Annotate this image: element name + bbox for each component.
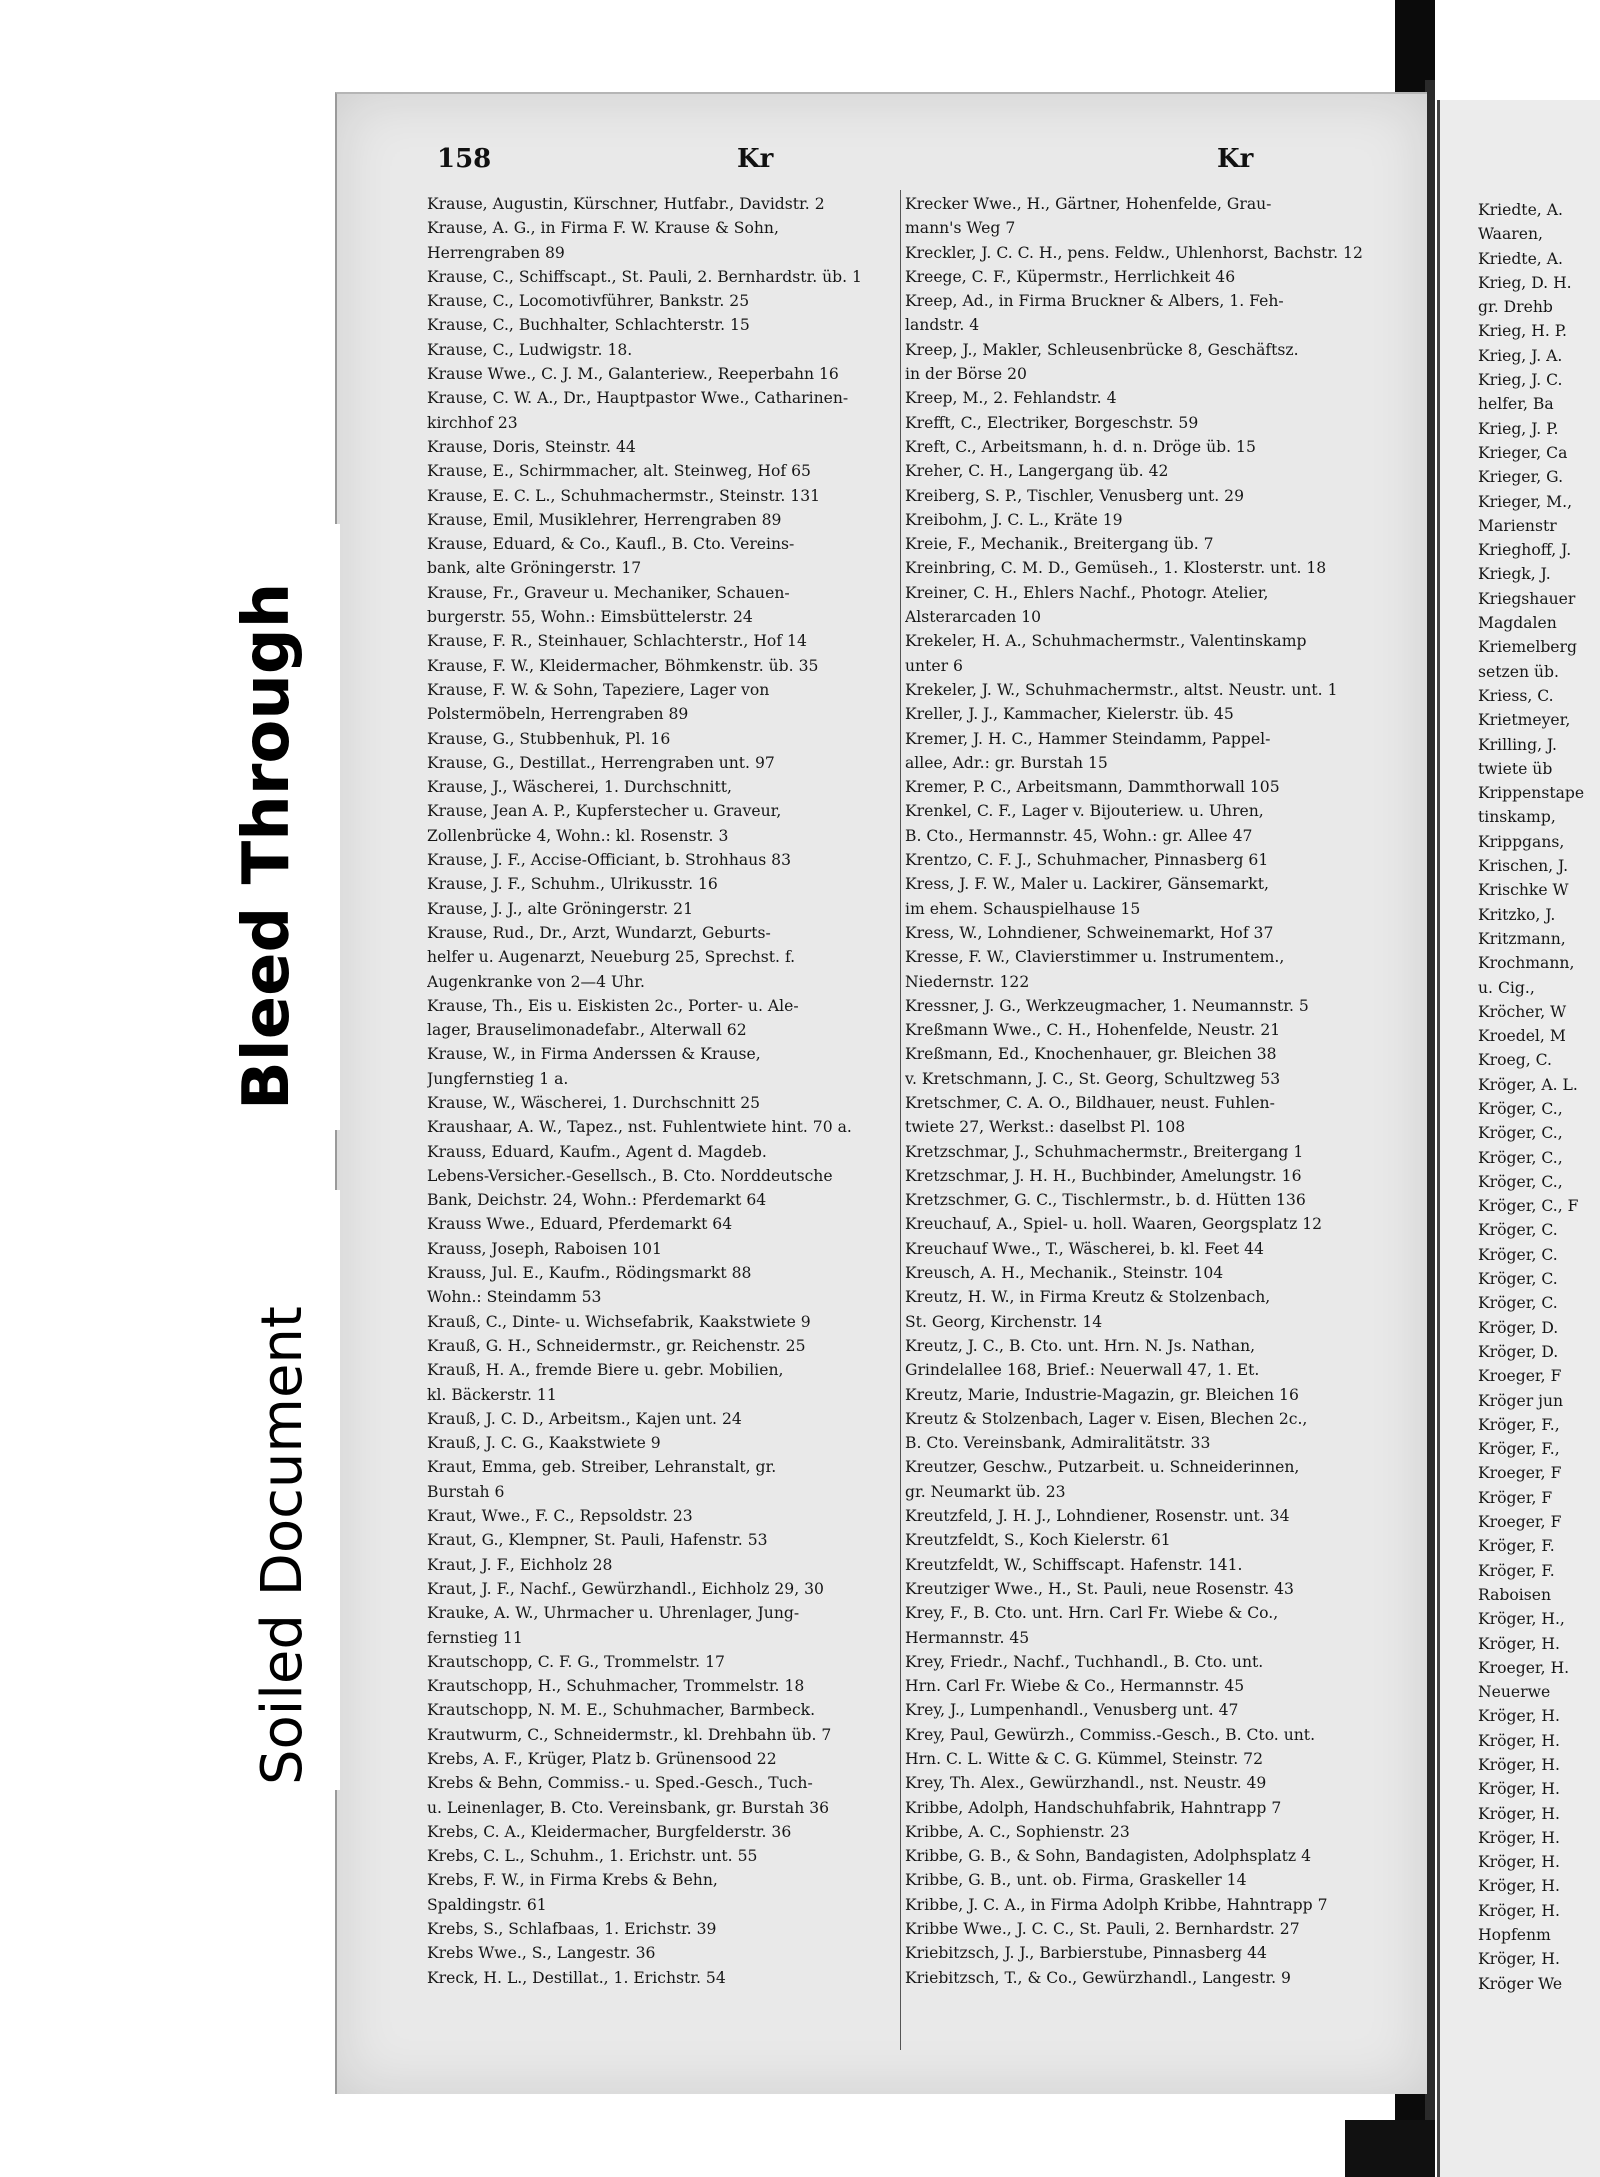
directory-entry: Kröger, H., bbox=[1478, 1610, 1565, 1629]
directory-entry: Krauß, H. A., fremde Biere u. gebr. Mobilien, bbox=[427, 1361, 784, 1380]
directory-entry: Kröger, H. bbox=[1478, 1853, 1560, 1872]
directory-entry: Krause, G., Destillat., Herrengraben unt. 97 bbox=[427, 753, 775, 772]
directory-entry: Krecker Wwe., H., Gärtner, Hohenfelde, Grau- bbox=[905, 195, 1272, 213]
directory-entry: Krischen, J. bbox=[1478, 857, 1569, 876]
directory-entry: Krey, J., Lumpenhandl., Venusberg unt. 47 bbox=[905, 1701, 1239, 1720]
directory-entry: Kraut, J. F., Eichholz 28 bbox=[427, 1555, 613, 1574]
directory-entry: Kreßmann Wwe., C. H., Hohenfelde, Neustr. 21 bbox=[905, 1021, 1281, 1040]
directory-entry: Kreiberg, S. P., Tischler, Venusberg unt. 29 bbox=[905, 486, 1245, 505]
directory-entry: Krauß, G. H., Schneidermstr., gr. Reichenstr. 25 bbox=[427, 1336, 806, 1355]
directory-entry: Kribbe Wwe., J. C. C., St. Pauli, 2. Bernhardstr. 27 bbox=[905, 1920, 1300, 1939]
directory-entry: Kröger, H. bbox=[1478, 1731, 1560, 1750]
directory-entry: Krieg, D. H. bbox=[1478, 273, 1572, 292]
directory-entry: Herrengraben 89 bbox=[427, 243, 565, 262]
directory-entry: Krey, Paul, Gewürzh., Commiss.-Gesch., B. Cto. unt. bbox=[905, 1725, 1316, 1744]
directory-entry: Krause, Augustin, Kürschner, Hutfabr., Davidstr. 2 bbox=[427, 195, 825, 213]
directory-entry: Krebs, C. L., Schuhm., 1. Erichstr. unt. 55 bbox=[427, 1847, 758, 1866]
directory-entry: Kröger, F bbox=[1478, 1488, 1553, 1507]
directory-entry: Krieghoff, J. bbox=[1478, 541, 1572, 560]
directory-entry: Kröger, A. L. bbox=[1478, 1075, 1578, 1094]
directory-entry: Kröger, F. bbox=[1478, 1537, 1555, 1556]
directory-entry: Kröger, F. bbox=[1478, 1561, 1555, 1580]
directory-entry: Kribbe, G. B., & Sohn, Bandagisten, Adolphsplatz 4 bbox=[905, 1847, 1312, 1866]
directory-entry: Krey, Th. Alex., Gewürzhandl., nst. Neustr. 49 bbox=[905, 1774, 1267, 1793]
directory-entry: Kreuchauf Wwe., T., Wäscherei, b. kl. Feet 44 bbox=[905, 1239, 1264, 1258]
directory-entry: Krause, J. F., Schuhm., Ulrikusstr. 16 bbox=[427, 875, 718, 894]
directory-entry: Kröger, H. bbox=[1478, 1707, 1560, 1726]
directory-entry: Kröger, H. bbox=[1478, 1877, 1560, 1896]
directory-entry: Krause, E., Schirmmacher, alt. Steinweg, Hof 65 bbox=[427, 462, 811, 481]
directory-entry: Krause, C., Buchhalter, Schlachterstr. 15 bbox=[427, 316, 750, 335]
directory-entry: Kriegshauer bbox=[1478, 589, 1576, 608]
directory-entry: Kremer, J. H. C., Hammer Steindamm, Pappel- bbox=[905, 729, 1271, 748]
directory-entry: Kröger, H. bbox=[1478, 1756, 1560, 1774]
directory-entry: burgerstr. 55, Wohn.: Eimsbüttelerstr. 24 bbox=[427, 608, 753, 627]
directory-entry: Krause, F. R., Steinhauer, Schlachterstr., Hof 14 bbox=[427, 632, 807, 651]
directory-entry: Krieg, J. P. bbox=[1478, 419, 1559, 438]
running-head-left: Kr bbox=[737, 144, 774, 174]
directory-entry: tinskamp, bbox=[1478, 808, 1556, 827]
directory-entry: Krieg, J. C. bbox=[1478, 371, 1563, 390]
directory-entry: helfer u. Augenarzt, Neueburg 25, Sprechst. f. bbox=[427, 948, 796, 967]
directory-entry: Krause, A. G., in Firma F. W. Krause & Sohn, bbox=[427, 219, 779, 238]
directory-entry: Krauss, Eduard, Kaufm., Agent d. Magdeb. bbox=[427, 1142, 767, 1161]
directory-entry: Kreibohm, J. C. L., Kräte 19 bbox=[905, 510, 1123, 529]
directory-entry: kirchhof 23 bbox=[427, 413, 518, 432]
directory-entry: Kraut, Wwe., F. C., Repsoldstr. 23 bbox=[427, 1507, 693, 1526]
directory-entry: Krefft, C., Electriker, Borgeschstr. 59 bbox=[905, 413, 1199, 432]
directory-entry: Krauke, A. W., Uhrmacher u. Uhrenlager, Jung- bbox=[427, 1604, 800, 1623]
directory-entry: Krause, Eduard, & Co., Kaufl., B. Cto. Vereins- bbox=[427, 535, 795, 554]
directory-entry: Polstermöbeln, Herrengraben 89 bbox=[427, 705, 689, 724]
directory-page bbox=[335, 92, 1427, 2094]
directory-entry: Alsterarcaden 10 bbox=[905, 608, 1042, 627]
directory-entry: Krebs, C. A., Kleidermacher, Burgfelderstr. 36 bbox=[427, 1822, 792, 1841]
directory-entry: Marienstr bbox=[1478, 516, 1557, 535]
directory-entry: Kröger, C., F bbox=[1478, 1197, 1579, 1216]
directory-entry: Krieg, J. A. bbox=[1478, 346, 1563, 365]
directory-entry: Kretzschmar, J., Schuhmachermstr., Breitergang 1 bbox=[905, 1142, 1304, 1161]
directory-entry: u. Cig., bbox=[1478, 978, 1535, 997]
directory-entry: Krauß, J. C. D., Arbeitsm., Kajen unt. 24 bbox=[427, 1409, 742, 1428]
directory-entry: Kreckler, J. C. C. H., pens. Feldw., Uhlenhorst, Bachstr. 12 bbox=[905, 243, 1363, 262]
directory-entry: Krause, J., Wäscherei, 1. Durchschnitt, bbox=[427, 778, 732, 797]
directory-entry: Krey, F., B. Cto. unt. Hrn. Carl Fr. Wiebe & Co., bbox=[905, 1604, 1279, 1623]
directory-entry: in der Börse 20 bbox=[905, 365, 1027, 384]
directory-entry: Kraut, J. F., Nachf., Gewürzhandl., Eichholz 29, 30 bbox=[427, 1579, 824, 1598]
directory-entry: Krebs & Behn, Commiss.- u. Sped.-Gesch., Tuch- bbox=[427, 1774, 813, 1793]
directory-entry: Krause, Jean A. P., Kupferstecher u. Graveur, bbox=[427, 802, 782, 821]
directory-entry: Kreutz, Marie, Industrie-Magazin, gr. Bleichen 16 bbox=[905, 1385, 1299, 1404]
directory-entry: Krekeler, J. W., Schuhmachermstr., altst. Neustr. unt. 1 bbox=[905, 680, 1338, 699]
black-corner bbox=[1345, 2120, 1435, 2177]
directory-entry: Kriebitzsch, T., & Co., Gewürzhandl., Langestr. 9 bbox=[905, 1968, 1291, 1987]
left-column bbox=[427, 192, 932, 1990]
directory-entry: Kremer, P. C., Arbeitsmann, Dammthorwall 105 bbox=[905, 778, 1280, 797]
directory-entry: Krebs, A. F., Krüger, Platz b. Grünensood 22 bbox=[427, 1750, 777, 1768]
directory-entry: Kriebitzsch, J. J., Barbierstube, Pinnasberg 44 bbox=[905, 1944, 1267, 1963]
directory-entry: Krekeler, H. A., Schuhmachermstr., Valentinskamp bbox=[905, 632, 1307, 651]
directory-entry: Kroeger, H. bbox=[1478, 1658, 1570, 1677]
directory-entry: gr. Neumarkt üb. 23 bbox=[905, 1482, 1066, 1501]
directory-entry: landstr. 4 bbox=[905, 316, 980, 335]
directory-entry: Kretschmer, C. A. O., Bildhauer, neust. Fuhlen- bbox=[905, 1093, 1275, 1112]
directory-entry: Kreft, C., Arbeitsmann, h. d. n. Dröge üb. 15 bbox=[905, 437, 1256, 456]
directory-entry: Krieger, G. bbox=[1478, 468, 1564, 487]
directory-entry: Krause, E. C. L., Schuhmachermstr., Steinstr. 131 bbox=[427, 486, 821, 505]
directory-entry: Grindelallee 168, Brief.: Neuerwall 47, 1. Et. bbox=[905, 1361, 1260, 1380]
directory-entry: Kriegk, J. bbox=[1478, 565, 1551, 584]
directory-entry: Kröger, D. bbox=[1478, 1318, 1559, 1337]
directory-entry: mann's Weg 7 bbox=[905, 219, 1016, 238]
directory-entry: Kriemelberg bbox=[1478, 638, 1577, 657]
directory-entry: Kreep, J., Makler, Schleusenbrücke 8, Geschäftsz. bbox=[905, 340, 1299, 359]
directory-entry: Neuerwe bbox=[1478, 1683, 1551, 1702]
directory-entry: Krause, J. F., Accise-Officiant, b. Strohhaus 83 bbox=[427, 851, 792, 870]
directory-entry: Krebs, S., Schlafbaas, 1. Erichstr. 39 bbox=[427, 1920, 717, 1939]
directory-entry: Kröger, C. bbox=[1478, 1221, 1558, 1240]
directory-entry: Kress, J. F. W., Maler u. Lackirer, Gänsemarkt, bbox=[905, 875, 1269, 894]
directory-entry: Krause Wwe., C. J. M., Galanteriew., Reeperbahn 16 bbox=[427, 365, 839, 384]
directory-entry: Kröger, D. bbox=[1478, 1342, 1559, 1361]
directory-entry: Krause, C., Locomotivführer, Bankstr. 25 bbox=[427, 292, 750, 311]
directory-entry: Kritzko, J. bbox=[1478, 905, 1556, 924]
directory-entry: Kreinbring, C. M. D., Gemüseh., 1. Klosterstr. unt. 18 bbox=[905, 559, 1327, 578]
directory-entry: St. Georg, Kirchenstr. 14 bbox=[905, 1312, 1103, 1331]
directory-entry: Kritzmann, bbox=[1478, 929, 1566, 948]
directory-entry: Krause, Rud., Dr., Arzt, Wundarzt, Geburts- bbox=[427, 923, 771, 942]
directory-entry: Krause, Emil, Musiklehrer, Herrengraben 89 bbox=[427, 510, 782, 529]
directory-entry: Niedernstr. 122 bbox=[905, 972, 1030, 991]
directory-entry: Hopfenm bbox=[1478, 1926, 1551, 1945]
directory-entry: kl. Bäckerstr. 11 bbox=[427, 1385, 557, 1404]
directory-entry: Krause, W., in Firma Anderssen & Krause, bbox=[427, 1045, 761, 1064]
directory-entry: Kreege, C. F., Küpermstr., Herrlichkeit 46 bbox=[905, 267, 1236, 286]
directory-entry: Kroeg, C. bbox=[1478, 1051, 1552, 1070]
directory-entry: Kriedte, A. bbox=[1478, 201, 1563, 219]
directory-entry: Kreutzer, Geschw., Putzarbeit. u. Schneiderinnen, bbox=[905, 1458, 1300, 1477]
directory-entry: Kröger, C., bbox=[1478, 1172, 1563, 1191]
directory-entry: Kreller, J. J., Kammacher, Kielerstr. üb. 45 bbox=[905, 705, 1234, 724]
directory-entry: Jungfernstieg 1 a. bbox=[427, 1069, 569, 1088]
page-number: 158 bbox=[437, 144, 492, 174]
directory-entry: Krause, C., Ludwigstr. 18. bbox=[427, 340, 633, 359]
directory-entry: B. Cto. Vereinsbank, Admiralitätstr. 33 bbox=[905, 1434, 1211, 1453]
directory-entry: Kroeger, F bbox=[1478, 1464, 1562, 1483]
directory-entry: Augenkranke von 2—4 Uhr. bbox=[427, 972, 645, 991]
directory-entry: Kress, W., Lohndiener, Schweinemarkt, Hof 37 bbox=[905, 923, 1274, 942]
directory-entry: Kretzschmer, G. C., Tischlermstr., b. d. Hütten 136 bbox=[905, 1191, 1306, 1210]
directory-entry: Kroeger, F bbox=[1478, 1513, 1562, 1532]
directory-entry: Waaren, bbox=[1478, 225, 1543, 244]
directory-entry: Kreher, C. H., Langergang üb. 42 bbox=[905, 462, 1169, 481]
directory-entry: Krause, C., Schiffscapt., St. Pauli, 2. Bernhardstr. üb. 1 bbox=[427, 267, 862, 286]
directory-entry: Krietmeyer, bbox=[1478, 711, 1571, 730]
adjacent-page-edge bbox=[1437, 100, 1600, 2177]
directory-entry: Kröger, C., bbox=[1478, 1099, 1563, 1118]
directory-entry: Krause, Doris, Steinstr. 44 bbox=[427, 437, 636, 456]
directory-entry: fernstieg 11 bbox=[427, 1628, 523, 1647]
directory-entry: Krentzo, C. F. J., Schuhmacher, Pinnasberg 61 bbox=[905, 851, 1269, 870]
directory-entry: helfer, Ba bbox=[1478, 395, 1554, 414]
directory-entry: Kröger, H. bbox=[1478, 1950, 1560, 1969]
directory-entry: Krause, Fr., Graveur u. Mechaniker, Schauen- bbox=[427, 583, 790, 602]
directory-entry: Kraut, G., Klempner, St. Pauli, Hafenstr. 53 bbox=[427, 1531, 768, 1550]
directory-entry: Krebs Wwe., S., Langestr. 36 bbox=[427, 1944, 656, 1963]
directory-entry: Kröger, F., bbox=[1478, 1415, 1560, 1434]
directory-entry: Krause, Th., Eis u. Eiskisten 2c., Porter- u. Ale- bbox=[427, 996, 799, 1015]
directory-entry: Kreiner, C. H., Ehlers Nachf., Photogr. Atelier, bbox=[905, 583, 1269, 602]
adjacent-page-column bbox=[1478, 198, 1600, 1996]
directory-entry: Krauss, Jul. E., Kaufm., Rödingsmarkt 88 bbox=[427, 1264, 752, 1283]
directory-entry: Krippenstape bbox=[1478, 784, 1585, 803]
directory-entry: Krochmann, bbox=[1478, 954, 1575, 973]
directory-entry: Kribbe, A. C., Sophienstr. 23 bbox=[905, 1822, 1130, 1841]
directory-entry: Kröger, F., bbox=[1478, 1440, 1560, 1459]
directory-entry: Krauß, J. C. G., Kaakstwiete 9 bbox=[427, 1434, 661, 1453]
directory-entry: twiete üb bbox=[1478, 759, 1553, 778]
directory-entry: B. Cto., Hermannstr. 45, Wohn.: gr. Allee 47 bbox=[905, 826, 1253, 845]
directory-entry: Krause, F. W., Kleidermacher, Böhmkenstr. üb. 35 bbox=[427, 656, 819, 675]
directory-entry: Krieger, Ca bbox=[1478, 443, 1568, 462]
directory-entry: Krautwurm, C., Schneidermstr., kl. Drehbahn üb. 7 bbox=[427, 1725, 832, 1744]
directory-entry: Kretzschmar, J. H. H., Buchbinder, Amelungstr. 16 bbox=[905, 1166, 1302, 1185]
directory-entry: Kröger jun bbox=[1478, 1391, 1564, 1410]
directory-entry: Kraushaar, A. W., Tapez., nst. Fuhlentwiete hint. 70 a. bbox=[427, 1118, 852, 1137]
directory-entry: Hrn. Carl Fr. Wiebe & Co., Hermannstr. 45 bbox=[905, 1677, 1245, 1696]
directory-entry: Kreie, F., Mechanik., Breitergang üb. 7 bbox=[905, 535, 1214, 554]
directory-entry: Kröger, H. bbox=[1478, 1804, 1560, 1823]
directory-entry: Kröger We bbox=[1478, 1974, 1563, 1993]
directory-entry: Kröger, C. bbox=[1478, 1245, 1558, 1264]
directory-entry: Kressner, J. G., Werkzeugmacher, 1. Neumannstr. 5 bbox=[905, 996, 1309, 1015]
directory-entry: allee, Adr.: gr. Burstah 15 bbox=[905, 753, 1108, 772]
directory-entry: Krause, C. W. A., Dr., Hauptpastor Wwe., Catharinen- bbox=[427, 389, 849, 408]
directory-entry: Krause, W., Wäscherei, 1. Durchschnitt 25 bbox=[427, 1093, 761, 1112]
directory-entry: Kreutz, J. C., B. Cto. unt. Hrn. N. Js. Nathan, bbox=[905, 1336, 1256, 1355]
directory-entry: Krauß, C., Dinte- u. Wichsefabrik, Kaakstwiete 9 bbox=[427, 1312, 811, 1331]
directory-entry: Raboisen bbox=[1478, 1585, 1552, 1604]
directory-entry: Krieg, H. P. bbox=[1478, 322, 1568, 341]
directory-entry: Kröger, H. bbox=[1478, 1780, 1560, 1799]
directory-entry: twiete 27, Werkst.: daselbst Pl. 108 bbox=[905, 1118, 1186, 1137]
directory-entry: Kröger, C. bbox=[1478, 1270, 1558, 1289]
directory-entry: Bank, Deichstr. 24, Wohn.: Pferdemarkt 64 bbox=[427, 1191, 767, 1210]
directory-entry: Kriedte, A. bbox=[1478, 249, 1563, 268]
directory-entry: Kraut, Emma, geb. Streiber, Lehranstalt, gr. bbox=[427, 1458, 777, 1477]
directory-entry: Kreep, Ad., in Firma Bruckner & Albers, 1. Feh- bbox=[905, 292, 1284, 311]
directory-entry: Kribbe, G. B., unt. ob. Firma, Graskeller 14 bbox=[905, 1871, 1247, 1890]
directory-entry: Kresse, F. W., Clavierstimmer u. Instrumentem., bbox=[905, 948, 1285, 967]
directory-entry: Kreutzfeld, J. H. J., Lohndiener, Rosenstr. unt. 34 bbox=[905, 1507, 1290, 1526]
directory-entry: Kreuchauf, A., Spiel- u. holl. Waaren, Georgsplatz 12 bbox=[905, 1215, 1323, 1234]
right-column bbox=[905, 192, 1410, 1990]
directory-entry: Krieger, M., bbox=[1478, 492, 1573, 511]
directory-entry: Kreutziger Wwe., H., St. Pauli, neue Rosenstr. 43 bbox=[905, 1579, 1294, 1598]
directory-entry: Kreutz, H. W., in Firma Kreutz & Stolzenbach, bbox=[905, 1288, 1271, 1307]
directory-entry: Zollenbrücke 4, Wohn.: kl. Rosenstr. 3 bbox=[427, 826, 729, 845]
directory-entry: Krautschopp, C. F. G., Trommelstr. 17 bbox=[427, 1652, 725, 1671]
directory-entry: v. Kretschmann, J. C., St. Georg, Schultzweg 53 bbox=[905, 1069, 1281, 1088]
directory-entry: Kreck, H. L., Destillat., 1. Erichstr. 54 bbox=[427, 1968, 726, 1987]
directory-entry: Krause, F. W. & Sohn, Tapeziere, Lager von bbox=[427, 680, 770, 699]
running-head-right: Kr bbox=[1217, 144, 1254, 174]
directory-entry: Krilling, J. bbox=[1478, 735, 1557, 754]
directory-entry: bank, alte Gröningerstr. 17 bbox=[427, 559, 642, 578]
directory-entry: Krause, G., Stubbenhuk, Pl. 16 bbox=[427, 729, 671, 748]
directory-entry: Krauss Wwe., Eduard, Pferdemarkt 64 bbox=[427, 1215, 733, 1234]
directory-entry: Spaldingstr. 61 bbox=[427, 1895, 547, 1914]
directory-entry: Kröger, C. bbox=[1478, 1294, 1558, 1313]
directory-entry: Kreusch, A. H., Mechanik., Steinstr. 104 bbox=[905, 1264, 1224, 1283]
directory-entry: Krebs, F. W., in Firma Krebs & Behn, bbox=[427, 1871, 718, 1890]
directory-entry: Kribbe, Adolph, Handschuhfabrik, Hahntrapp 7 bbox=[905, 1798, 1282, 1817]
directory-entry: Hrn. C. L. Witte & C. G. Kümmel, Steinstr. 72 bbox=[905, 1750, 1263, 1768]
directory-entry: Kroeger, F bbox=[1478, 1367, 1562, 1386]
directory-entry: Kriess, C. bbox=[1478, 686, 1554, 705]
directory-entry: Hermannstr. 45 bbox=[905, 1628, 1030, 1647]
directory-entry: unter 6 bbox=[905, 656, 963, 675]
directory-entry: Kröger, H. bbox=[1478, 1828, 1560, 1847]
directory-entry: Krautschopp, N. M. E., Schuhmacher, Barmbeck. bbox=[427, 1701, 816, 1720]
directory-entry: im ehem. Schauspielhause 15 bbox=[905, 899, 1141, 918]
page-header bbox=[437, 144, 1337, 184]
directory-entry: Magdalen bbox=[1478, 614, 1557, 633]
directory-entry: Krenkel, C. F., Lager v. Bijouteriew. u. Uhren, bbox=[905, 802, 1264, 821]
directory-entry: Kröger, H. bbox=[1478, 1634, 1560, 1653]
bleed-through-label: Bleed Through bbox=[230, 582, 304, 1110]
directory-entry: Krause, J. J., alte Gröningerstr. 21 bbox=[427, 899, 693, 918]
directory-entry: gr. Drehb bbox=[1478, 298, 1553, 317]
directory-entry: Wohn.: Steindamm 53 bbox=[427, 1288, 602, 1307]
soiled-document-label: Soiled Document bbox=[250, 1306, 315, 1785]
directory-entry: Krautschopp, H., Schuhmacher, Trommelstr. 18 bbox=[427, 1677, 805, 1696]
directory-entry: Burstah 6 bbox=[427, 1482, 505, 1501]
directory-entry: Krippgans, bbox=[1478, 832, 1565, 851]
directory-entry: Kroedel, M bbox=[1478, 1027, 1566, 1046]
directory-entry: Kröcher, W bbox=[1478, 1002, 1567, 1021]
directory-entry: Kreutz & Stolzenbach, Lager v. Eisen, Blechen 2c., bbox=[905, 1409, 1308, 1428]
directory-entry: Kreep, M., 2. Fehlandstr. 4 bbox=[905, 389, 1117, 408]
directory-entry: Kribbe, J. C. A., in Firma Adolph Kribbe, Hahntrapp 7 bbox=[905, 1895, 1328, 1914]
directory-entry: Kröger, C., bbox=[1478, 1148, 1563, 1167]
directory-entry: lager, Brauselimonadefabr., Alterwall 62 bbox=[427, 1021, 747, 1040]
directory-entry: Kröger, C., bbox=[1478, 1124, 1563, 1143]
directory-entry: Krischke W bbox=[1478, 881, 1569, 900]
directory-entry: Krauss, Joseph, Raboisen 101 bbox=[427, 1239, 662, 1258]
directory-entry: Lebens-Versicher.-Gesellsch., B. Cto. Norddeutsche bbox=[427, 1166, 833, 1185]
directory-entry: setzen üb. bbox=[1478, 662, 1559, 681]
directory-entry: Kreßmann, Ed., Knochenhauer, gr. Bleichen 38 bbox=[905, 1045, 1277, 1064]
directory-entry: Kreutzfeldt, S., Koch Kielerstr. 61 bbox=[905, 1531, 1171, 1550]
directory-entry: Kröger, H. bbox=[1478, 1901, 1560, 1920]
directory-entry: Kreutzfeldt, W., Schiffscapt. Hafenstr. 141. bbox=[905, 1555, 1243, 1574]
directory-entry: u. Leinenlager, B. Cto. Vereinsbank, gr. Burstah 36 bbox=[427, 1798, 830, 1817]
directory-entry: Krey, Friedr., Nachf., Tuchhandl., B. Cto. unt. bbox=[905, 1652, 1264, 1671]
